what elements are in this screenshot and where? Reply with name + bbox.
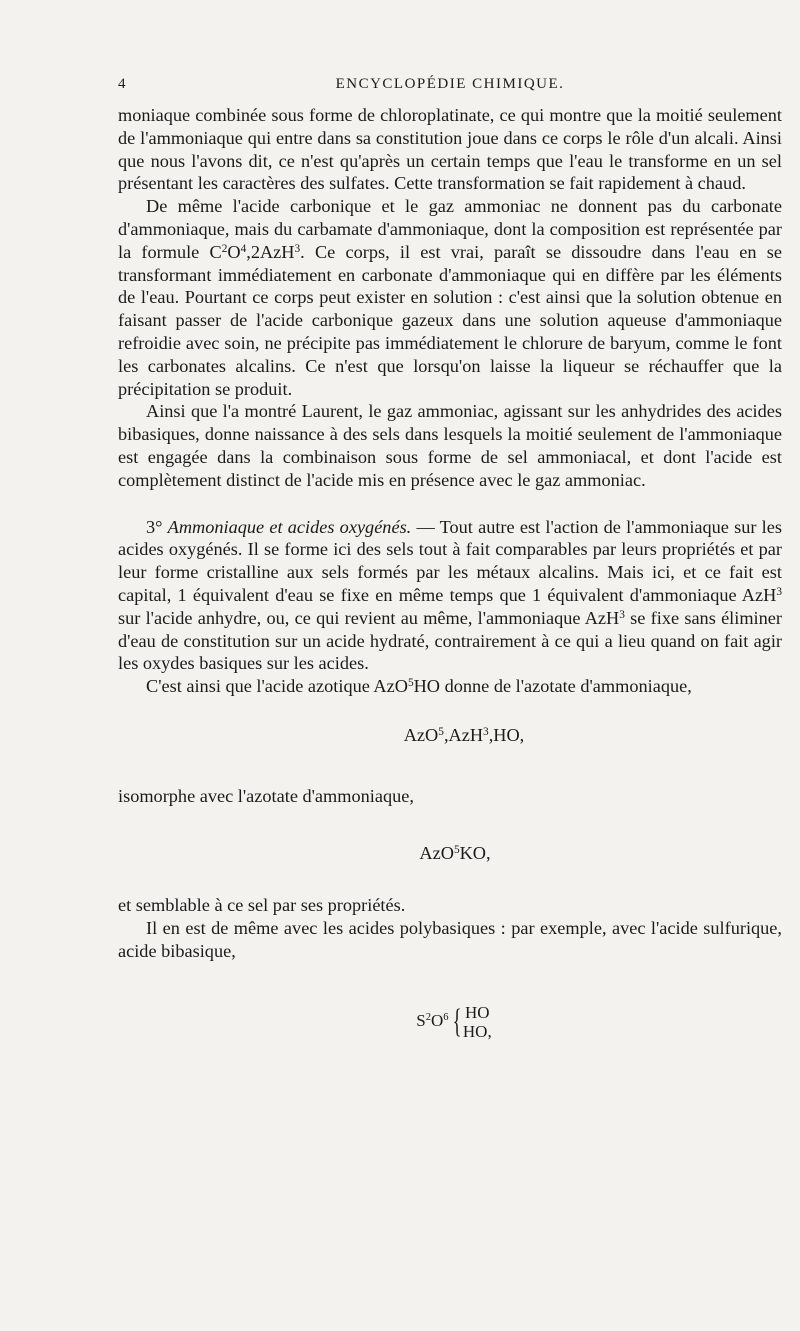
running-header bbox=[118, 76, 782, 100]
paragraph-1: moniaque combinée sous forme de chloroplatinate, ce qui montre que la moitié seulement de l'ammoniaque qui entre dans sa constitution joue dans ce corps le rôle d'un alcali. Ainsi que nous l'avons dit, ce n'est qu'après un certain temps que l'eau le transforme en un sel présentant les caractères des sulfates. Cette transformation se fait rapidement à chaud. bbox=[118, 105, 782, 194]
paragraph-7: et semblable à ce sel par ses propriétés. bbox=[118, 895, 406, 916]
paragraph-5: C'est ainsi que l'acide azotique AzO$^5$HO donne de l'azotate d'ammoniaque, bbox=[146, 676, 692, 697]
page-number: 4 bbox=[118, 76, 126, 92]
section-number: 3° bbox=[146, 516, 163, 537]
paragraph-6: isomorphe avec l'azotate d'ammoniaque, bbox=[118, 785, 414, 806]
formula-ammonium-nitrate: AzO$^5$,AzH$^3$,HO, bbox=[403, 724, 525, 745]
section-title: Ammoniaque et acides oxygénés. bbox=[167, 516, 412, 537]
paragraph-2: De même l'acide carbonique et le gaz ammoniac ne donnent pas du carbonate d'ammoniaque, mais du carbamate d'ammoniaque, dont la composition est représentée par la formule $C^2O^4,2AzH^3$. Ce corps, il est vrai, paraît se dissoudre dans l'eau en se transformant immédiatement en carbonate d'ammoniaque qui en diffère par les éléments de l'eau. Pourtant ce corps peut exister en solution : c'est ainsi que la solution obtenue en faisant passer de l'acide carbonique gazeux dans une solution aqueuse d'ammoniaque refroidie avec soin, ne précipite pas immédiatement le chlorure de baryum, comme le font les carbonates alcalins. Ce n'est que lorsqu'on laisse la liqueur se réchauffer que la précipitation se produit. bbox=[118, 196, 782, 399]
formula-sulfuric-acid: $S^2O^6$ { HO HO, bbox=[416, 1002, 492, 1041]
paragraph-3: Ainsi que l'a montré Laurent, le gaz ammoniac, agissant sur les anhydrides des acides bibasiques, donne naissance à des sels dans lesquels la moitié seulement de l'ammoniaque est engagée dans la combinaison sous forme de sel ammoniacal, et dont l'acide est complètement distinct de l'acide mis en présence avec le gaz ammoniac. bbox=[118, 401, 782, 490]
formula-potassium-nitrate: AzO$^5$KO, bbox=[419, 842, 491, 863]
brace-symbol: { bbox=[452, 1002, 462, 1040]
running-title: ENCYCLOPÉDIE CHIMIQUE. bbox=[335, 76, 565, 92]
page-body bbox=[118, 104, 782, 1041]
paragraph-4: 3° Ammoniaque et acides oxygénés. — Tout autre est l'action de l'ammoniaque sur les acides oxygénés. Il se forme ici des sels tout à fait comparables par leurs propriétés et par leur forme cristalline aux sels formés par les métaux alcalins. Mais ici, et ce fait est capital, 1 équivalent d'eau se fixe en même temps que 1 équivalent d'ammoniaque AzH$^3$ sur l'acide anhydre, ou, ce qui revient au même, l'ammoniaque AzH$^3$ se fixe sans éliminer d'eau de constitution sur un acide hydraté, contrairement à ce qui a lieu quand on fait agir les oxydes basiques sur les acides. bbox=[118, 516, 782, 674]
paragraph-8: Il en est de même avec les acides polybasiques : par exemple, avec l'acide sulfurique, acide bibasique, bbox=[118, 918, 782, 961]
